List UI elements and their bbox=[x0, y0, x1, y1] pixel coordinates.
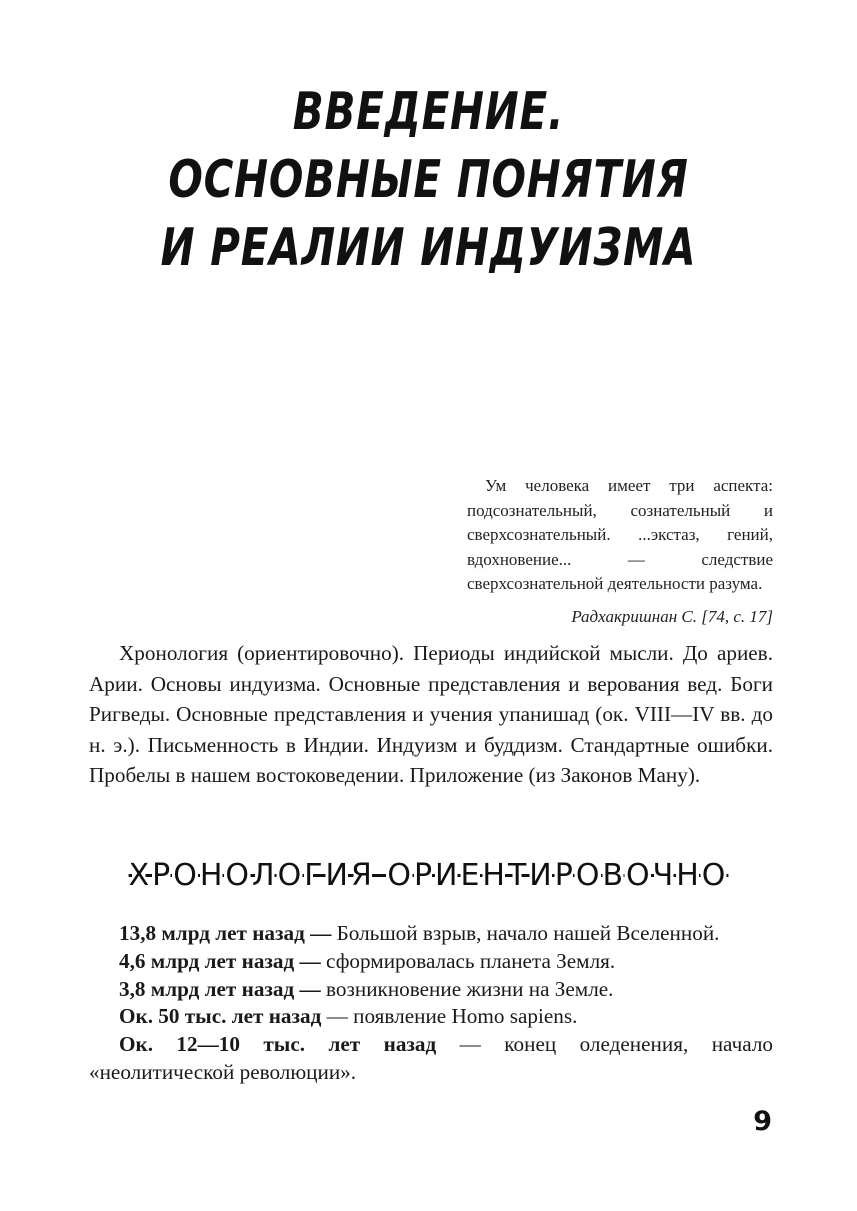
chapter-title-line-1: ВВЕДЕНИЕ. bbox=[292, 82, 565, 142]
section-heading-text: ХРОНОЛОГИЯ ОРИЕНТИРОВОЧНО bbox=[128, 858, 729, 893]
chronology-date: Ок. 12—10 тыс. лет назад bbox=[119, 1032, 437, 1057]
chapter-title-line-2: ОСНОВНЫЕ ПОНЯТИЯ bbox=[168, 150, 689, 210]
chronology-entry bbox=[89, 1003, 773, 1031]
chronology-date: Ок. 50 тыс. лет назад bbox=[119, 1004, 322, 1029]
chronology-list bbox=[89, 920, 773, 1087]
epigraph-source: Радхакришнан С. [74, с. 17] bbox=[571, 606, 773, 626]
page-number: 9 bbox=[753, 1106, 772, 1137]
chronology-date: 4,6 млрд лет назад — bbox=[119, 948, 321, 973]
intro-paragraph: Хронология (ориентировочно). Периоды индийской мысли. До ариев. Арии. Основы индуизма. Основные представления и верования вед. Боги Ригведы. Основные представления и учения упанишад (ок. VIII—IV вв. до н. э.). Письменность в Индии. Индуизм и буддизм. Стандартные ошибки. Пробелы в нашем востоковедении. Приложение (из Законов Ману). bbox=[89, 641, 773, 787]
chapter-title bbox=[0, 78, 857, 282]
chronology-entry bbox=[89, 976, 773, 1004]
epigraph bbox=[467, 474, 773, 629]
chronology-entry bbox=[89, 920, 773, 948]
epigraph-quote: Ум человека имеет три аспекта: подсознательный, сознательный и сверхсознательный. ...экстаз, гений, вдохновение... — следствие сверхсознательной деятельности разума. bbox=[467, 476, 773, 593]
chronology-event: возникновение жизни на Земле. bbox=[320, 976, 614, 1001]
chronology-date: 3,8 млрд лет назад — bbox=[119, 976, 321, 1001]
chronology-entry bbox=[89, 948, 773, 976]
chapter-title-line-3: И РЕАЛИИ ИНДУИЗМА bbox=[160, 218, 697, 278]
chronology-date: 13,8 млрд лет назад — bbox=[119, 921, 332, 945]
section-heading bbox=[0, 856, 857, 896]
chronology-event: — появление Homo sapiens. bbox=[321, 1004, 578, 1029]
chronology-event: Большой взрыв, начало нашей Вселенной. bbox=[331, 921, 720, 945]
chronology-entry bbox=[89, 1031, 773, 1087]
chronology-event: — конец оледенения, начало «неолитической революции». bbox=[89, 1032, 774, 1084]
chronology-event: сформировалась планета Земля. bbox=[320, 948, 616, 973]
